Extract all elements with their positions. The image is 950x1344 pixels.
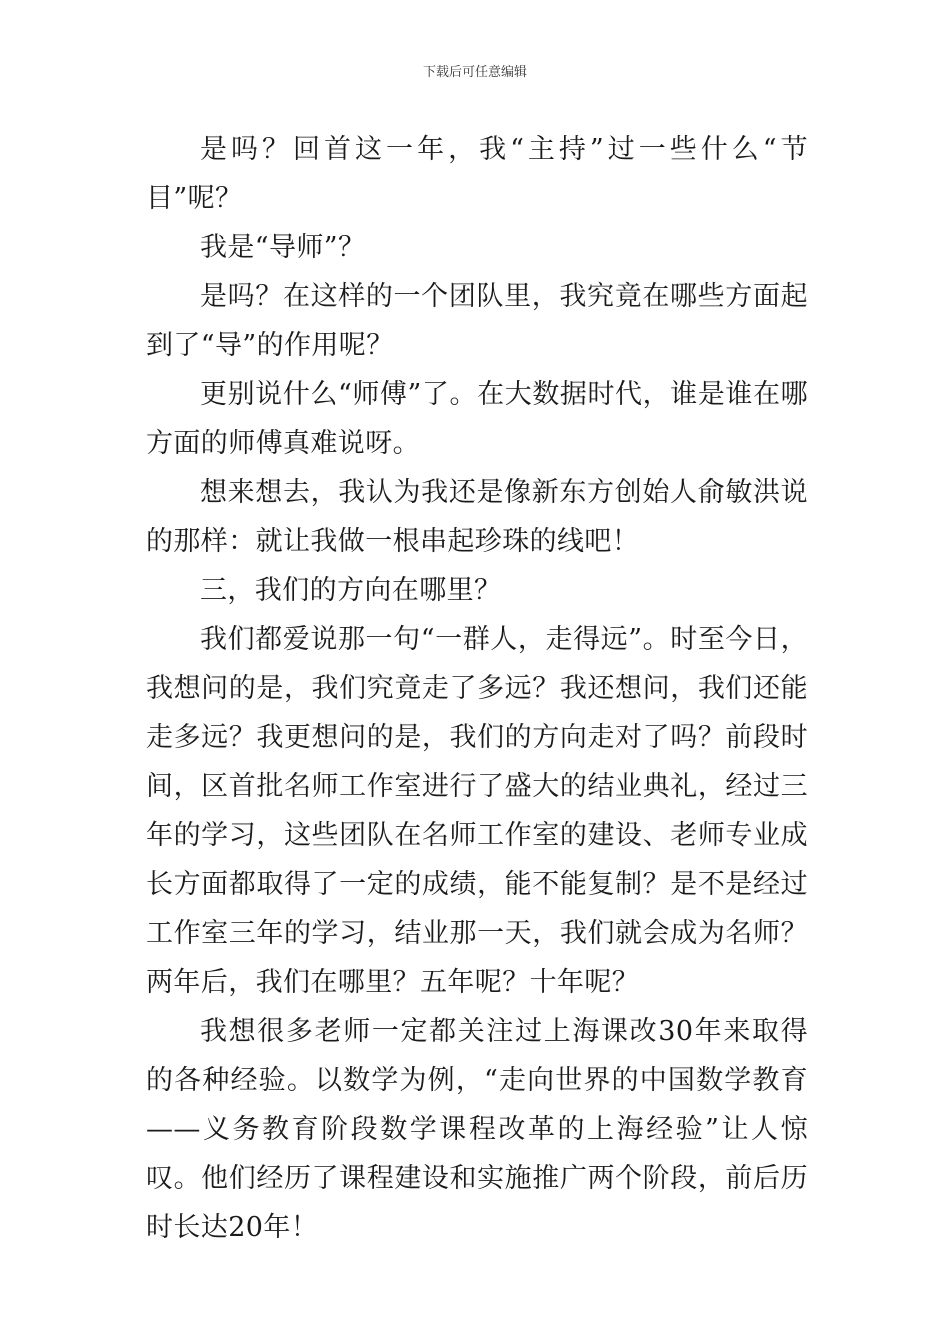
paragraph-2: 我是“导师”？ <box>200 232 366 263</box>
paragraph-3: 是吗？在这样的一个团队里，我究竟在哪些方面起到了“导”的作用呢？ <box>146 281 808 361</box>
paragraph-7: 我们都爱说那一句“一群人，走得远”。时至今日，我想问的是，我们究竟走了多远？我还想问，我们还能走多远？我更想问的是，我们的方向走对了吗？前段时间，区首批名师工作室进行了盛大的结业典礼，经过三年的学习，这些团队在名师工作室的建设、老师专业成长方面都取得了一定的成绩，能不能复制？是不是经过工作室三年的学习，结业那一天，我们就会成为名师？两年后，我们在哪里？五年呢？十年呢？ <box>146 624 808 998</box>
section-heading-3: 三，我们的方向在哪里？ <box>200 575 502 606</box>
paragraph-8: 我想很多老师一定都关注过上海课改30年来取得的各种经验。以数学为例，“走向世界的中国数学教育——义务教育阶段数学课程改革的上海经验”让人惊叹。他们经历了课程建设和实施推广两个阶段，前后历时长达20年！ <box>146 1016 808 1243</box>
paragraph-4: 更别说什么“师傅”了。在大数据时代，谁是谁在哪方面的师傅真难说呀。 <box>146 379 808 459</box>
paragraph-5: 想来想去，我认为我还是像新东方创始人俞敏洪说的那样：就让我做一根串起珍珠的线吧！ <box>146 477 808 557</box>
page-header: 下载后可任意编辑 <box>422 65 527 80</box>
document-body <box>146 125 808 1252</box>
paragraph-1: 是吗？回首这一年，我“主持”过一些什么“节目”呢？ <box>146 134 808 214</box>
